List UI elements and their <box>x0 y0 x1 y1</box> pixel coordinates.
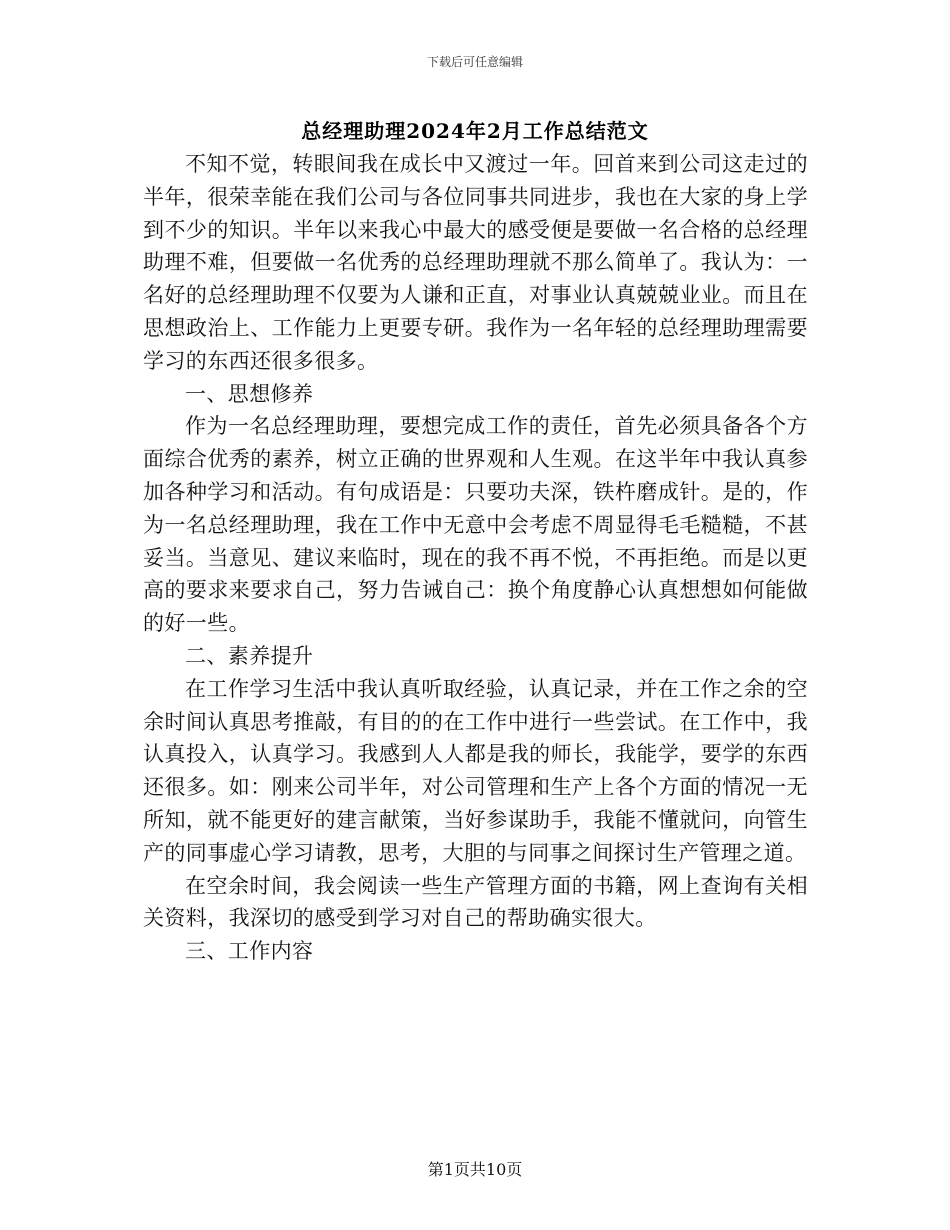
header-note: 下载后可任意编辑 <box>426 55 523 69</box>
section-2-paragraph-1: 在工作学习生活中我认真听取经验，认真记录，并在工作之余的空余时间认真思考推敲，有目的的在工作中进行一些尝试。在工作中，我认真投入，认真学习。我感到人人都是我的师长，我能学，要学的东西还很多。如：刚来公司半年，对公司管理和生产上各个方面的情况一无所知，就不能更好的建言献策，当好参谋助手，我能不懂就问，向管生产的同事虚心学习请教，思考，大胆的与同事之间探讨生产管理之道。 <box>143 676 808 865</box>
section-heading-2: 二、素养提升 <box>185 643 314 668</box>
section-1-paragraph: 作为一名总经理助理，要想完成工作的责任，首先必须具备各个方面综合优秀的素养，树立正确的世界观和人生观。在这半年中我认真参加各种学习和活动。有句成语是：只要功夫深，铁杵磨成针。是的，作为一名总经理助理，我在工作中无意中会考虑不周显得毛毛糙糙，不甚妥当。当意见、建议来临时，现在的我不再不悦，不再拒绝。而是以更高的要求来要求自己，努力告诫自己：换个角度静心认真想想如何能做的好一些。 <box>143 414 808 636</box>
section-heading-3: 三、工作内容 <box>185 939 314 964</box>
document-title: 总经理助理2024年2月工作总结范文 <box>301 119 649 143</box>
section-heading-1: 一、思想修养 <box>185 381 314 406</box>
page-number: 第1页共10页 <box>427 1160 523 1179</box>
intro-paragraph: 不知不觉，转眼间我在成长中又渡过一年。回首来到公司这走过的半年，很荣幸能在我们公司与各位同事共同进步，我也在大家的身上学到不少的知识。半年以来我心中最大的感受便是要做一名合格的总经理助理不难，但要做一名优秀的总经理助理就不那么简单了。我认为：一名好的总经理助理不仅要为人谦和正直，对事业认真兢兢业业。而且在思想政治上、工作能力上更要专研。我作为一名年轻的总经理助理需要学习的东西还很多很多。 <box>143 152 808 373</box>
section-2-paragraph-2: 在空余时间，我会阅读一些生产管理方面的书籍，网上查询有关相关资料，我深切的感受到学习对自己的帮助确实很大。 <box>143 873 808 931</box>
document-body <box>143 148 808 968</box>
